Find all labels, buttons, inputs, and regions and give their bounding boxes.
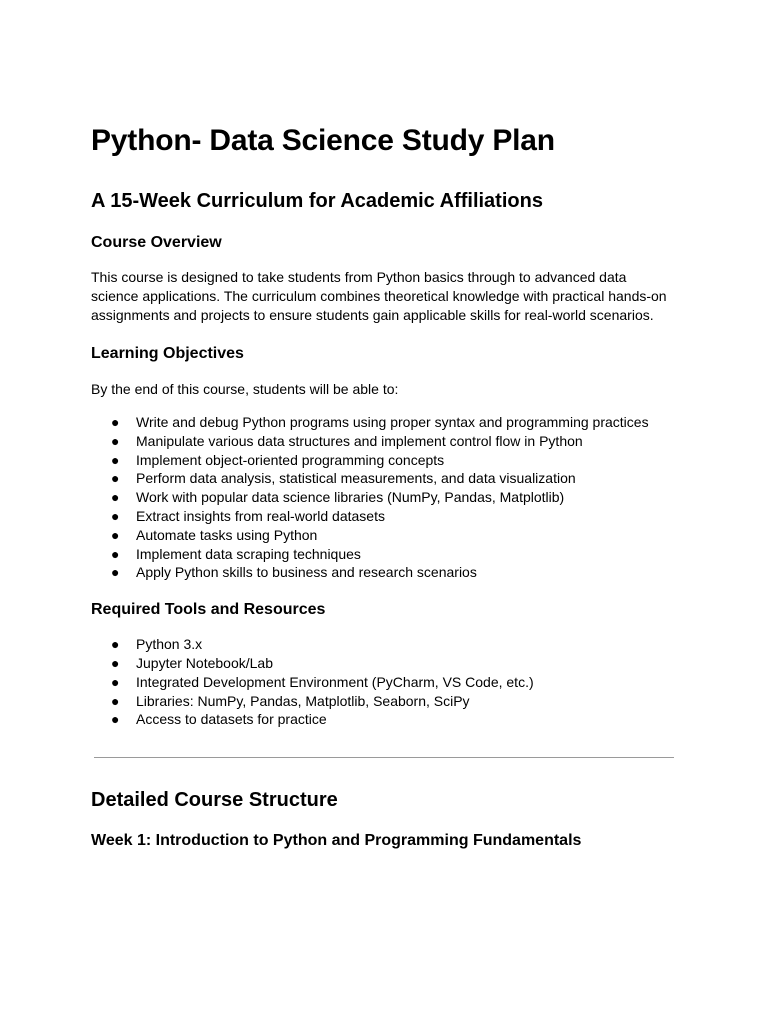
list-item bbox=[91, 692, 677, 711]
bullet-icon: ● bbox=[111, 526, 120, 543]
bullet-icon: ● bbox=[111, 507, 120, 524]
course-overview-text: This course is designed to take students from Python basics through to advanced data science applications. The curriculum combines theoretical knowledge with practical hands-on assignments and projects to ensure students gain applicable skills for real-world scenarios. bbox=[91, 269, 667, 323]
bullet-icon: ● bbox=[111, 711, 120, 728]
learning-objectives-list bbox=[91, 399, 677, 582]
list-item-text: Extract insights from real-world datasets bbox=[136, 507, 385, 524]
week-1-heading: Week 1: Introduction to Python and Programming Fundamentals bbox=[91, 832, 582, 850]
list-item-text: Implement data scraping techniques bbox=[136, 545, 361, 562]
list-item-text: Jupyter Notebook/Lab bbox=[136, 654, 273, 671]
list-item-text: Work with popular data science libraries (NumPy, Pandas, Matplotlib) bbox=[136, 489, 565, 506]
list-item-text: Write and debug Python programs using proper syntax and programming practices bbox=[136, 414, 649, 430]
list-item-text: Perform data analysis, statistical measurements, and data visualization bbox=[136, 470, 576, 487]
list-item bbox=[91, 488, 677, 507]
list-item bbox=[91, 451, 677, 470]
document-title: Python- Data Science Study Plan bbox=[91, 124, 555, 157]
bullet-icon: ● bbox=[111, 673, 120, 690]
required-tools-heading: Required Tools and Resources bbox=[91, 601, 326, 619]
bullet-icon: ● bbox=[111, 545, 120, 562]
bullet-icon: ● bbox=[111, 432, 120, 449]
list-item-text: Implement object-oriented programming concepts bbox=[136, 451, 445, 468]
list-item bbox=[91, 563, 677, 582]
list-item bbox=[91, 654, 677, 673]
bullet-icon: ● bbox=[111, 564, 120, 581]
learning-objectives-heading: Learning Objectives bbox=[91, 345, 244, 362]
document-subtitle: A 15-Week Curriculum for Academic Affiliations bbox=[91, 190, 543, 212]
bullet-icon: ● bbox=[111, 470, 120, 487]
list-item-text: Integrated Development Environment (PyCharm, VS Code, etc.) bbox=[136, 673, 534, 690]
bullet-icon: ● bbox=[111, 489, 120, 506]
list-item bbox=[91, 526, 677, 545]
list-item bbox=[91, 413, 677, 432]
list-item-text: Access to datasets for practice bbox=[136, 711, 327, 728]
list-item bbox=[91, 673, 677, 692]
list-item-text: Manipulate various data structures and implement control flow in Python bbox=[136, 432, 583, 449]
required-tools-list bbox=[91, 621, 677, 729]
bullet-icon: ● bbox=[111, 654, 120, 671]
bullet-icon: ● bbox=[111, 414, 120, 430]
list-item-text: Python 3.x bbox=[136, 636, 203, 653]
list-item-text: Apply Python skills to business and research scenarios bbox=[136, 564, 477, 581]
list-item bbox=[91, 432, 677, 451]
learning-objectives-intro: By the end of this course, students will be able to: bbox=[91, 381, 399, 397]
list-item bbox=[91, 710, 677, 729]
list-item bbox=[91, 545, 677, 564]
course-overview-heading: Course Overview bbox=[91, 234, 222, 251]
bullet-icon: ● bbox=[111, 692, 120, 709]
list-item bbox=[91, 507, 677, 526]
list-item bbox=[91, 635, 677, 654]
course-structure-heading: Detailed Course Structure bbox=[91, 789, 338, 812]
list-item-text: Automate tasks using Python bbox=[136, 526, 318, 543]
bullet-icon: ● bbox=[111, 636, 120, 653]
bullet-icon: ● bbox=[111, 451, 120, 468]
list-item bbox=[91, 469, 677, 488]
list-item-text: Libraries: NumPy, Pandas, Matplotlib, Seaborn, SciPy bbox=[136, 692, 470, 709]
